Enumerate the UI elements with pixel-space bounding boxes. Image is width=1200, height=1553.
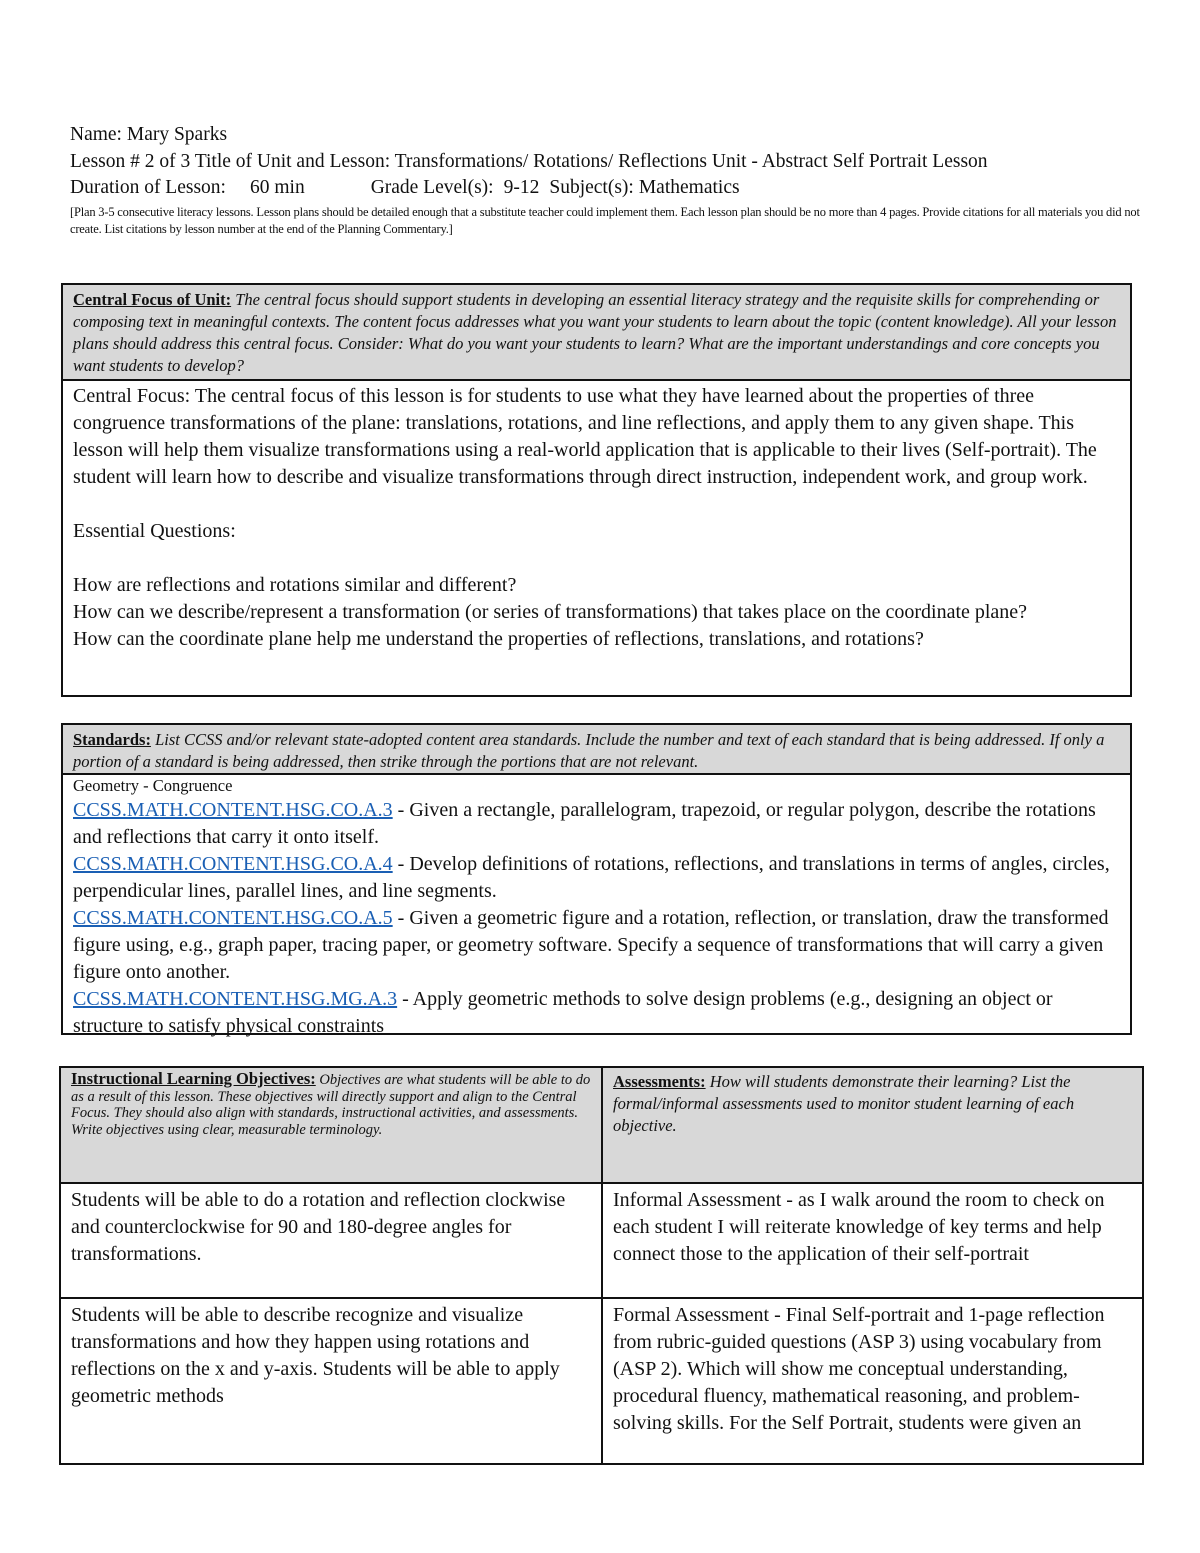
name-line: Name: Mary Sparks <box>70 124 228 145</box>
subject-value: Mathematics <box>638 177 740 198</box>
central-focus-body <box>63 381 1130 657</box>
objective-cell: Students will be able to describe recognize and visualize transformations and how they happen using rotations and reflections on the x and y-axis. Students will be able to apply geometric methods <box>60 1298 602 1464</box>
essential-question: How can we describe/represent a transformation (or series of transformations) that takes place on the coordinate plane? <box>73 601 1028 623</box>
standard-item <box>73 905 1120 986</box>
lesson-header <box>70 122 1140 238</box>
standards-box <box>61 723 1132 1035</box>
central-focus-text: Central Focus: The central focus of this lesson is for students to use what they have learned about the properties of three congruence transformations of the plane: translations, rotations, and line reflections, and apply them to any given shape. This lesson will help them visualize transformations using a real-world application that is applicable to their lives (Self-portrait). The student will learn how to describe and visualize transformations through direct instruction, independent work, and group work. <box>73 385 1097 488</box>
assessment-cell: Formal Assessment - Final Self-portrait and 1-page reflection from rubric-guided questions (ASP 3) using vocabulary from (ASP 2). Which will show me conceptual understanding, procedural fluency, mathematical reasoning, and problem-solving skills. For the Self Portrait, students were given an <box>602 1298 1143 1464</box>
standards-domain: Geometry - Congruence <box>73 776 233 795</box>
standard-text: - Develop definitions of rotations, reflections, and translations in terms of angles, circles, perpendicular lines, parallel lines, and line segments. <box>73 853 1110 902</box>
standard-text: - Apply geometric methods to solve design problems (e.g., designing an object or structure to satisfy physical constraints <box>73 988 1053 1037</box>
assessments-prompt: How will students demonstrate their learning? List the formal/informal assessments used to monitor student learning of each objective. <box>613 1072 1075 1135</box>
standards-label: Standards: <box>73 730 151 749</box>
essential-question: How are reflections and rotations similar and different? <box>73 574 517 596</box>
standards-prompt: List CCSS and/or relevant state-adopted content area standards. Include the number and text of each standard that is being addressed. If only a portion of a standard is being addressed, then strike through the portions that are not relevant. <box>73 730 1105 771</box>
standard-link[interactable]: CCSS.MATH.CONTENT.HSG.CO.A.3 <box>73 799 393 821</box>
table-header-row <box>60 1067 1143 1183</box>
lesson-title-line: Lesson # 2 of 3 Title of Unit and Lesson: Transformations/ Rotations/ Reflections Unit - Abstract Self Portrait Lesson <box>70 150 988 172</box>
standards-body <box>63 775 1130 1044</box>
essential-question: How can the coordinate plane help me understand the properties of reflections, translations, and rotations? <box>73 628 924 650</box>
central-focus-box <box>61 283 1132 697</box>
central-focus-label: Central Focus of Unit: <box>73 290 232 309</box>
essential-questions-heading: Essential Questions: <box>73 520 236 542</box>
assessments-label: Assessments: <box>613 1072 706 1091</box>
table-row <box>60 1298 1143 1464</box>
standards-header <box>63 725 1130 775</box>
standard-text: - Given a rectangle, parallelogram, trapezoid, or regular polygon, describe the rotations and reflections that carry it onto itself. <box>73 799 1096 848</box>
planning-note: [Plan 3-5 consecutive literacy lessons. Lesson plans should be detailed enough that a substitute teacher could implement them. Each lesson plan should be no more than 4 pages. Provide citations for all materials you did not create. List citations by lesson number at the end of the Planning Commentary.] <box>70 204 1140 236</box>
grade-value: 9-12 <box>503 177 540 198</box>
standard-text: - Given a geometric figure and a rotation, reflection, or translation, draw the transformed figure using, e.g., graph paper, tracing paper, or geometry software. Specify a sequence of transformations that will carry a given figure onto another. <box>73 907 1109 983</box>
assessments-header-cell <box>602 1067 1143 1183</box>
standard-link[interactable]: CCSS.MATH.CONTENT.HSG.CO.A.5 <box>73 907 393 929</box>
objectives-label: Instructional Learning Objectives: <box>71 1069 316 1088</box>
central-focus-header <box>63 285 1130 381</box>
standard-item <box>73 797 1120 851</box>
standard-item <box>73 851 1120 905</box>
objective-cell: Students will be able to do a rotation and reflection clockwise and counterclockwise for 90 and 180-degree angles for transformations. <box>60 1183 602 1298</box>
duration-value: 60 min <box>249 177 305 198</box>
standard-link[interactable]: CCSS.MATH.CONTENT.HSG.MG.A.3 <box>73 988 398 1010</box>
objectives-header-cell <box>60 1067 602 1183</box>
standard-item <box>73 986 1120 1040</box>
subject-label: Subject(s): <box>549 177 634 198</box>
assessment-cell: Informal Assessment - as I walk around the room to check on each student I will reiterate knowledge of key terms and help connect those to the application of their self-portrait <box>602 1183 1143 1298</box>
grade-label: Grade Level(s): <box>370 177 494 198</box>
central-focus-prompt: The central focus should support students in developing an essential literacy strategy and the requisite skills for comprehending or composing text in meaningful contexts. The content focus addresses what you want your students to learn about the topic (content knowledge). All your lesson plans should address this central focus. Consider: What do you want your students to learn? What are the important understandings and core concepts you want students to develop? <box>73 290 1117 375</box>
duration-label: Duration of Lesson: <box>70 177 226 198</box>
objectives-assessments-table <box>59 1066 1144 1465</box>
objectives-prompt: Objectives are what students will be able to do as a result of this lesson. These objectives will directly support and align to the Central Focus. They should also align with standards, instructional activities, and assessments. Write objectives using clear, measurable terminology. <box>71 1072 591 1138</box>
table-row <box>60 1183 1143 1298</box>
standard-link[interactable]: CCSS.MATH.CONTENT.HSG.CO.A.4 <box>73 853 393 875</box>
duration-grade-subject-line <box>70 175 1140 202</box>
